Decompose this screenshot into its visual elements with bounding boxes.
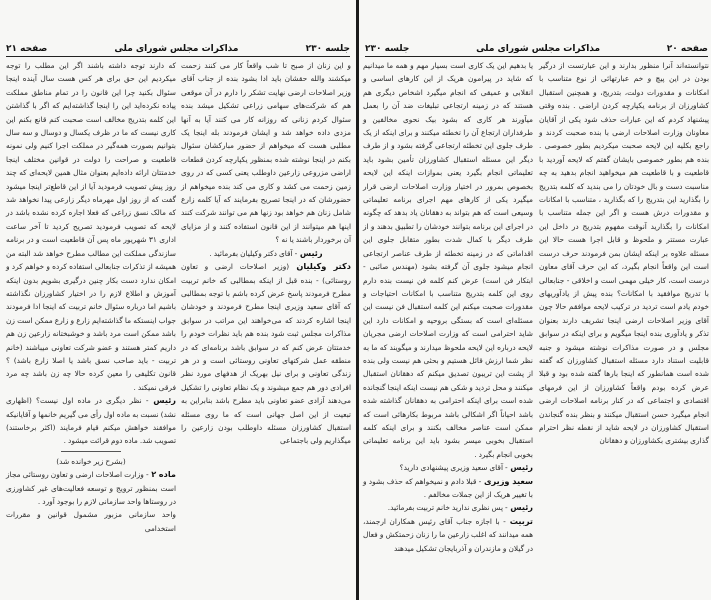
paragraph bbox=[181, 59, 351, 247]
paragraph bbox=[6, 394, 176, 448]
speaker-name: تربیت bbox=[505, 515, 533, 526]
speaker-name: ماده ۲ bbox=[148, 469, 176, 480]
paragraph bbox=[363, 475, 533, 502]
paragraph bbox=[363, 515, 533, 555]
running-title: مذاکرات مجلس شورای ملی bbox=[476, 44, 601, 54]
paragraph bbox=[363, 461, 533, 474]
speaker-name: رئیس bbox=[297, 247, 323, 258]
paragraph bbox=[6, 508, 176, 535]
page-number: صفحه ۲۰ bbox=[666, 44, 708, 54]
session-number: جلسه ۲۳۰ bbox=[365, 44, 410, 54]
paragraph-text: و این زنان از صبح تا شب واقعاً کار می کنند زحمت میکشند والله حقشان باید ادا بشود بنده از جناب آقای وزیر اصلاحات ارضی نهایت تشکر را دارم در آن موقعی هم که شرکت‌های سهامی زراعی تشکیل میشد بنده سئوال کردم زنانی که روزانه کار می کنند آیا به آنها مزدی داده خواهد شد و ایشان فرمودند بله اینجا یک مطلبی هست که میخواهم از حضور مبارکشان سئوال بکنم در اینجا نوشته شده بمنظور یکپارچه کردن قطعات اراضی مزروعی زارعین داوطلب یعنی کسی که در روی زمین زحمت می کشد و کاری می کند بنده میخواهم از حضورشان که در اینجا تصریح بفرمایند که آیا کلمه زارع شامل زنان هم خواهد بود زنها هم می توانند شرکت کنند اینها هم میتوانند از این قانون استفاده کنند و از مزایای آن برخوردار باشند یا نه ؟ bbox=[181, 61, 351, 245]
speaker-name: رئیس bbox=[507, 502, 533, 513]
text-column-left bbox=[6, 59, 176, 535]
speaker-name: سعید وزیری bbox=[481, 475, 533, 486]
paragraph bbox=[363, 501, 533, 514]
divider bbox=[61, 451, 121, 452]
text-column-left bbox=[363, 59, 533, 555]
paragraph-text: - با اجازه جناب آقای رئیس همکاران ارجمند، همه میدانند که اغلب زارعین ما را زنان زحمتکش و فعال در گیلان و مازندران و آذربایجان تشکیل میدهند bbox=[363, 516, 533, 553]
text-column-right bbox=[181, 59, 351, 448]
paragraph bbox=[363, 59, 533, 461]
right-page bbox=[356, 0, 711, 600]
page-number: صفحه ۲۱ bbox=[6, 44, 48, 54]
paragraph-text: - آقای دکتر وکیلیان بفرمائید . bbox=[209, 248, 298, 258]
paragraph-text: نتوانسته‌اند آنرا منظور بدارند و این عبارتست از درگیر بودن در این پیچ و خم عبارتهائی از نوع متناسب با امکانات و مقدورات دولت، بتدریج، و همچنین استقبال کشاورزان از برنامه یکپارچه کردن اراضی . بنده وقتی پیشنهاد کردم که این عبارات حذف شود یکی از آقایان معاونان وزارت اصلاحات ارضی با بنده صحبت کردند و راجع بکلیه این لایحه صحبت میکردیم بطور خصوصی . بنده هم بطور خصوصی بایشان گفتم که لایحه آوردید با قاطعیت و با قاطعیت هم میخواهید انجام بدهید به چه مناسبت دست و بال خودتان را می بندید که کلمه بتدریج را بگذارید این بتدریج را که بگذارید ، متناسب با امکانات و مقدورات درش هست و اگر این جمله متناسب با امکانات را بگذارید آنوقت مفهوم بتدریج در داخل این عبارت مستتر و ملحوظ و قابل اجرا هست حالا این مسئله علاوه بر اینکه ایشان بمن فرمودند حرف درست است این واقعاً انجام بگیرد، که این حرف آقای معاون درست است، کار خیلی مهمی است و اخلاقی - جنابعالی با تدریج موافقید با امکانات؟ بنده پیش از یادآوریهای خودم یادم است تردید در ترکیب لایحه موافقم حالا چون آقای وزیر اصلاحات ارضی اینجا تشریف دارند بعنوان تذکر و یادآوری بنده اینجا میگویم و برای اینکه در سوابق مجلس و در صورت مذاکرات نوشته میشود و جنبه قابلیت استناد دارد مسئله استقبال کشاورزان که گفته شده است همانطور که اینجا بارها گفته شده بود و قبلا عرض کرده بودم واقعاً کشاورزان از این فرمهای اقتصادی و اجتماعی که در کنار برنامه اصلاحات ارضی انجام میگیرد حسن استقبال میکنند و بنظر بنده گنجاندن استقبال کشاورزان در لایحه شاید از نقطه نظر احترام گذاری بیشتری بکشاورزان و دهقانان bbox=[539, 61, 709, 446]
speaker-name: رئیس bbox=[148, 395, 176, 406]
paragraph-text: - پس نظری ندارید خانم تربیت بفرمائید. bbox=[387, 503, 508, 513]
paragraph bbox=[181, 260, 351, 448]
paragraph-text: - وزارت اصلاحات ارضی و تعاون روستائی مجاز است بمنظور ترویج و توسعه فعالیت‌های غیر کشاورزی در روستاها واحد سازمانی لازم را بوجود آورد . bbox=[6, 470, 176, 506]
paragraph-text: که دارند توجه داشته باشند اگر این مطلب را توجه میکردیم این حق برای هر کس هست سال آینده اینجا سئوال بکنید چرا این قانون را در تمام مناطق مملکت پیاده نکرده‌اید این را اینجا گذاشته‌ایم که اگر با گذاشتن این کلمه بتدریج مخالف است صحبت کنم قانع بکنم این کاری نیست که ما در ظرف یکسال و دوسال و سه سال بتوانیم بصورت همه‌گیر در مملکت اجرا کنیم ولی نمونه قاطعیت و صراحت را دولت در قوانین مختلف اینجا خدمتتان ارائه داده‌ایم بعنوان مثال همین لایحه‌ای که چند روز پیش تصویب فرمودید آیا از این قاطع‌تر اینجا میشود گفت که از روز اول مهرماه دیگر زارعی پیدا نخواهد شد که مالک نسق زراعی که فعلا اجاره کرده نشده باشد در لایحه که تصویب فرمودید تصریح کردید تا آخر ساعت اداری ۳۱ شهریور ماه پس آن قاطعیت است و در برنامه سازندگی مملکت این مطالب مطرح خواهد شد البته من همیشه از تذکرات جنابعالی استفاده کرده و خواهم کرد و امکان ندارد دست بکار چنین درگیری بشویم بدون اینکه آموزش و اطلاع لازم را در اختیار کشاورزان نگذاشته باشیم اما درباره سئوال خانم تربیت که اینجا ادا فرمودند جواب اینستکه ما گذاشته‌ایم زارع و زارع ممکن است زن باشد ممکن است مرد باشد و خوشبختانه زارعین زن هم داریم کمتر هستند و عضو شرکت تعاونی میباشند (خانم تربیت - باید صاحب نسق باشد یا اصلا زارع باشد) ؟ قانون تکلیفی را معین کرده حالا چه زن باشد چه مرد فرقی نمیکند . bbox=[6, 61, 176, 392]
paragraph bbox=[539, 59, 709, 448]
paragraph-text: یا بدهیم این یک کاری است بسیار مهم و همه ما میدانیم که شاید در پیرامون هریک از این کارهای اساسی و انقلابی و عمیقی که انجام میگیرد اشخاص دیگری هم هستند که در زمینه ارتجاعی تبلیغات ضد آن را بعمل میآورند هر کاری که بشود بیک نحوی مخالفین و طرفداران ارتجاع آن را تخطئه میکنند و برای اینکه از یک طرف جلوی این تخطئه ارتجاعی گرفته بشود و از طرف دیگر این مسئله استقبال کشاورزان تأمین بشود باید تعلیماتی انجام بگیرد یعنی بموازات اینکه این لایحه بخصوص بمرور در اختیار وزارت اصلاحات ارضی قرار میگیرد یکی از کارهای مهم اجرای برنامه تعلیماتی وسیعی است که هم بتواند به دهقانان یاد بدهد که چگونه در اجرای این برنامه بتوانند خودشان را تطبیق بدهند و از طرف دیگر با کمال شدت بطور متقابل جلوی این اقداماتی که در زمینه تخطئه از طرف عناصر ارتجاعی انجام میشود جلوی آن گرفته بشود (مهندس صائبی - ابتکار فن است) عرض کنم کلمه فن نیست بنده دارم روی این کلمه بتدریج متناسب با امکانات احتیاجات و مقدورات صحبت میکنم این کلمه استقبال فن نیست این مسئله‌ای است که بستگی بروحیه و امکانات دارد این شاید احترامی است که وزارت اصلاحات ارضی مجریان لایحه درباره این لایحه ملحوظ میدارند و میگویند که ما به نظر شما ارزش قائل هستیم و بحثی هم نیست ولی بنده از پشت این تریبون تصدیق میکنم که دهقانان استقبال میکنند و محل تردید و شکی هم نیست اینکه اینجا گنجانده شده است برای اینکه احترامی به دهقانان گذاشته شده باشد احیاناً اگر اشکالی باشد مربوط بکارهائی است که ممکن است عناصر مخالف بکنند و برای اینکه کلمه استقبال بخوبی میسر بشود باید این برنامه تعلیماتی بخوبی انجام بگیرد . bbox=[363, 61, 533, 459]
paragraph-text: (وزیر اصلاحات ارضی و تعاون روستائی) - بنده قبل از اینکه بمطالبی که خانم تربیت مطرح فرمودند پاسخ عرض کرده باشم با توجه بمطالبی که آقای سعید وزیری اینجا مطرح فرمودند و خودشان اینجا اشاره کردند که می‌خواهند این مراتب در سوابق مذاکرات مجلس ثبت شود بنده هم باید نظرات خودم را خدمتتان عرض کنم که در سوابق باشد برنامه‌ای که در منطقه عمل شرکتهای تعاونی روستائی است و در هر زندگی تعاونی و برای نیل بهریک از هدفهای مورد نظر افرادی دور هم جمع میشوند و یک نظام تعاونی را تشکیل می‌دهند آزادی عضو تعاونی باید مطرح باشد بنابراین به تبعیت از این اصل جهانی است که ما روی مسئله استقبال کشاورزان مسئله داوطلب بودن زارعین را میگذاریم ولی باجتماعی bbox=[181, 262, 351, 446]
speaker-name: رئیس bbox=[507, 462, 533, 473]
paragraph-text: (بشرح زیر خوانده شد) bbox=[56, 456, 126, 466]
speaker-name: دکتر وکیلیان bbox=[289, 261, 351, 272]
text-column-right bbox=[539, 59, 709, 448]
paragraph-text: - نظر دیگری در ماده اول نیست؟ (اظهاری نشد) نسبت به ماده اول رأی می گیریم خانمها و آقایانیکه موافقند خواهش میکنم قیام فرمایند (اکثر برخاستند) تصویب شد. ماده دوم قرائت میشود . bbox=[6, 396, 176, 446]
session-number: جلسه ۲۳۰ bbox=[305, 44, 350, 54]
running-title: مذاکرات مجلس شورای ملی bbox=[114, 44, 239, 54]
paragraph-text: - قبلا دادم و نمیخواهم که حذف بشود و با تغییر هریک از این جملات مخالفم . bbox=[363, 476, 533, 499]
paragraph bbox=[6, 455, 176, 468]
page-header bbox=[365, 40, 708, 57]
page-header bbox=[6, 40, 350, 57]
paragraph bbox=[6, 468, 176, 508]
paragraph-text: واحد سازمانی مزبور مشمول قوانین و مقررات استخدامی bbox=[6, 510, 176, 533]
paragraph bbox=[181, 247, 351, 260]
paragraph bbox=[6, 59, 176, 394]
paragraph-text: - آقای سعید وزیری پیشنهادی دارید؟ bbox=[399, 463, 508, 473]
